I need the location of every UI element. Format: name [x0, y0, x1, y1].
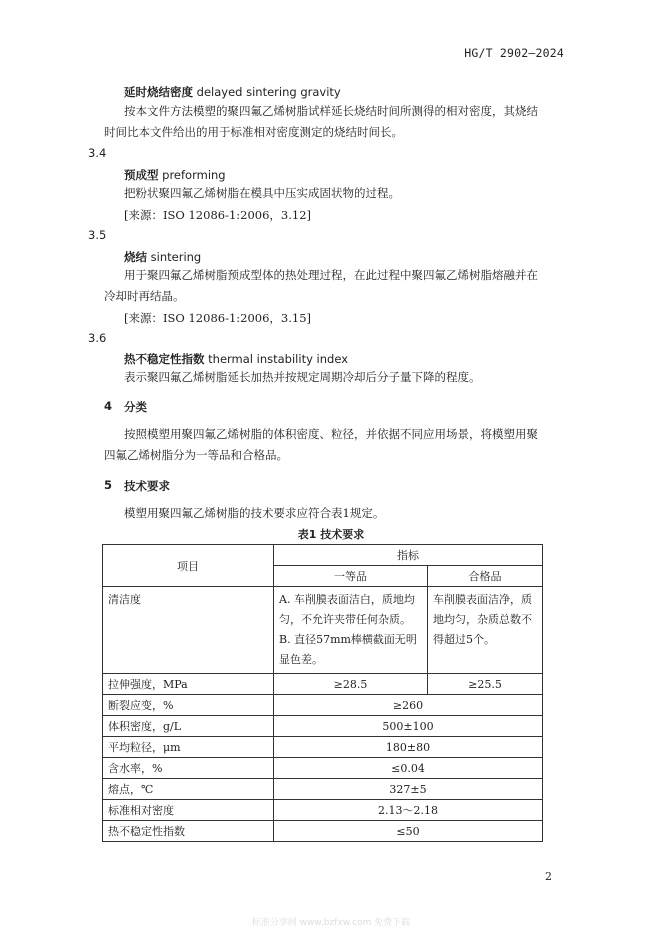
term-3-5-number: 3.5	[88, 228, 107, 242]
row-item-tii: 热不稳定性指数	[103, 821, 274, 842]
table-row	[103, 800, 543, 821]
section-4-text: 按照模塑用聚四氟乙烯树脂的体积密度、粒径，并依据不同应用场景，将模塑用聚四氟乙烯树脂分为一等品和合格品。	[104, 427, 538, 462]
section-5-number: 5	[104, 478, 113, 492]
section-4-number: 4	[104, 399, 113, 413]
header-indicator: 指标	[274, 545, 543, 566]
row-item-ssg: 标准相对密度	[103, 800, 274, 821]
cleanliness-first-a: A. 车削膜表面洁白，质地均匀，不允许夹带任何杂质。	[279, 593, 415, 626]
page-number: 2	[545, 870, 552, 883]
standard-code: HG/T 2902—2024	[464, 46, 564, 60]
term-3-6-en: thermal instability index	[208, 352, 349, 366]
term-3-4-en: preforming	[162, 168, 226, 182]
table-row	[103, 674, 543, 695]
cleanliness-qualified: 车削膜表面洁净，质地均匀，杂质总数不得超过5个。	[428, 587, 543, 674]
row-item-moisture: 含水率，%	[103, 758, 274, 779]
term-3-5-cn: 烧结	[124, 250, 147, 264]
term-3-3-cn: 延时烧结密度	[124, 85, 193, 99]
cleanliness-first-grade	[274, 587, 428, 674]
term-3-5-source: [来源：ISO 12086-1:2006，3.15]	[124, 311, 312, 325]
term-3-6-definition: 表示聚四氟乙烯树脂延长加热并按规定周期冷却后分子量下降的程度。	[124, 370, 481, 384]
header-item: 项目	[103, 545, 274, 587]
section-4-title: 分类	[124, 400, 147, 414]
term-3-5-definition: 用于聚四氟乙烯树脂预成型体的热处理过程，在此过程中聚四氟乙烯树脂熔融并在冷却时再结晶。	[104, 268, 538, 303]
tensile-first-grade: ≥28.5	[274, 674, 428, 695]
term-3-3-definition: 按本文件方法模塑的聚四氟乙烯树脂试样延长烧结时间所测得的相对密度，其烧结时间比本文件给出的用于标准相对密度测定的烧结时间长。	[104, 104, 538, 139]
header-first-grade: 一等品	[274, 566, 428, 587]
term-3-5-en: sintering	[150, 250, 202, 264]
term-3-6-number: 3.6	[88, 331, 107, 345]
term-3-4-number: 3.4	[88, 146, 107, 160]
table-row	[103, 737, 543, 758]
row-item-particle-size: 平均粒径，μm	[103, 737, 274, 758]
term-3-4-definition: 把粉状聚四氟乙烯树脂在模具中压实成固状物的过程。	[124, 186, 400, 200]
table-row	[103, 587, 543, 674]
term-3-4-title	[124, 167, 226, 183]
term-3-6-cn: 热不稳定性指数	[124, 352, 205, 366]
strain-value: ≥260	[274, 695, 543, 716]
table-row	[103, 779, 543, 800]
term-3-6-title	[124, 351, 348, 367]
technical-requirements-table	[102, 544, 543, 842]
table-row	[103, 695, 543, 716]
footer-watermark: 标准分享网 www.bzfxw.com 免费下载	[251, 918, 411, 928]
tii-value: ≤50	[274, 821, 543, 842]
term-3-3-en: delayed sintering gravity	[196, 85, 341, 99]
moisture-value: ≤0.04	[274, 758, 543, 779]
table-header-row	[103, 545, 543, 566]
table-caption: 表1 技术要求	[297, 528, 365, 541]
row-item-tensile: 拉伸强度，MPa	[103, 674, 274, 695]
table-row	[103, 758, 543, 779]
term-3-4-cn: 预成型	[124, 168, 159, 182]
particle-size-value: 180±80	[274, 737, 543, 758]
term-3-3-title	[124, 84, 341, 100]
tensile-qualified: ≥25.5	[428, 674, 543, 695]
bulk-density-value: 500±100	[274, 716, 543, 737]
ssg-value: 2.13～2.18	[274, 800, 543, 821]
row-item-bulk-density: 体积密度，g/L	[103, 716, 274, 737]
header-qualified-grade: 合格品	[428, 566, 543, 587]
row-item-cleanliness: 清洁度	[103, 587, 274, 674]
row-item-melting-point: 熔点，℃	[103, 779, 274, 800]
row-item-strain: 断裂应变，%	[103, 695, 274, 716]
section-5-title: 技术要求	[124, 479, 170, 493]
section-5-text: 模塑用聚四氟乙烯树脂的技术要求应符合表1规定。	[124, 506, 385, 520]
cleanliness-first-b: B. 直径57mm棒横截面无明显色差。	[279, 633, 417, 666]
melting-point-value: 327±5	[274, 779, 543, 800]
term-3-5-title	[124, 249, 201, 265]
table-row	[103, 716, 543, 737]
term-3-4-source: [来源：ISO 12086-1:2006，3.12]	[124, 208, 312, 222]
table-row	[103, 821, 543, 842]
